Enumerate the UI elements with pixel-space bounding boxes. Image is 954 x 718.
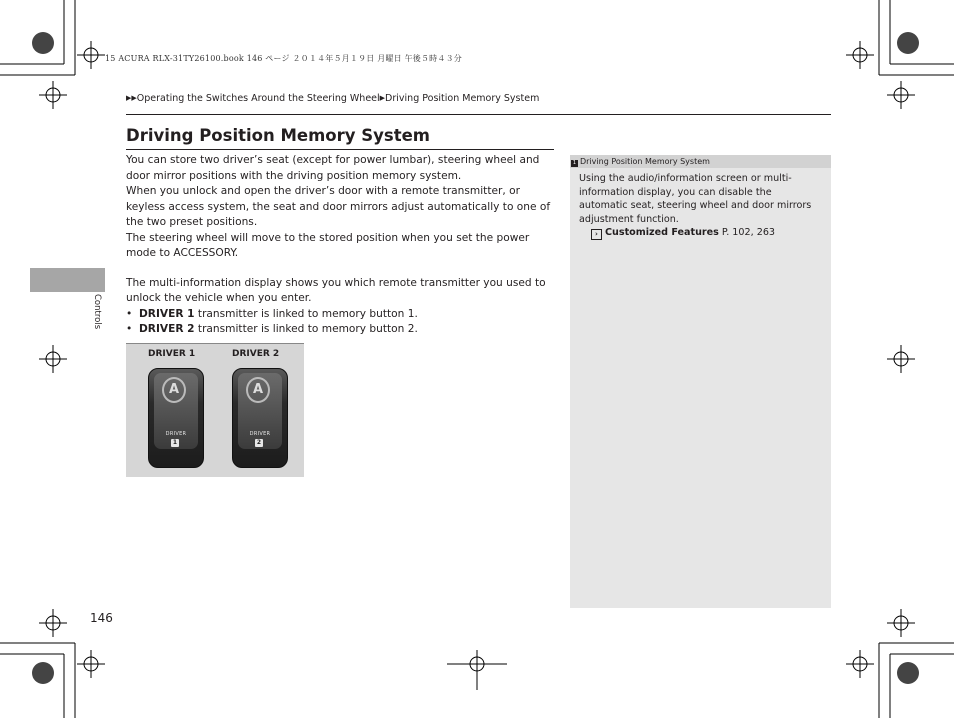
memory-number-badge: 2 — [256, 439, 262, 446]
breadcrumb — [126, 93, 539, 104]
paragraph-1: You can store two driver’s seat (except for power lumbar), steering wheel and door mirror positions with the driving position memory system. — [126, 154, 540, 182]
acura-logo-icon: A — [162, 377, 186, 403]
bullet-icon: • — [126, 307, 133, 320]
reference-pages[interactable]: P. 102, 263 — [718, 227, 776, 238]
section-tab — [30, 268, 105, 292]
bullet-bold: DRIVER 2 — [139, 323, 195, 335]
breadcrumb-current: Driving Position Memory System — [385, 93, 540, 104]
figure-label-driver-1: DRIVER 1 — [148, 349, 196, 359]
bullet-list — [126, 307, 558, 338]
sidenote-panel — [570, 155, 831, 608]
page-title: Driving Position Memory System — [126, 126, 430, 145]
sidenote-body — [579, 172, 819, 240]
list-item — [126, 322, 558, 338]
sidenote-text: Using the audio/information screen or multi-information display, you can disable the automatic seat, steering wheel and door mirrors adjustment function. — [579, 173, 812, 225]
reference-arrow-icon: › — [591, 229, 602, 240]
remote-transmitter-1 — [148, 368, 204, 468]
paragraph-4: The multi-information display shows you which remote transmitter you used to unlock the vehicle when you enter. — [126, 276, 546, 304]
reference-label[interactable]: Customized Features — [605, 227, 719, 238]
bullet-text: transmitter is linked to memory button 1. — [194, 307, 418, 320]
list-item — [126, 307, 558, 323]
acura-logo-icon: A — [246, 377, 270, 403]
paragraph-3: The steering wheel will move to the stored position when you set the power mode to ACCESSORY. — [126, 231, 530, 259]
bullet-text: transmitter is linked to memory button 2. — [194, 323, 418, 335]
figure-label-driver-2: DRIVER 2 — [232, 349, 280, 359]
page-number: 146 — [90, 611, 113, 625]
memory-number-badge: 1 — [172, 439, 178, 446]
remote-transmitter-2 — [232, 368, 288, 468]
paragraph-2: When you unlock and open the driver’s door with a remote transmitter, or keyless access system, the seat and door mirrors adjust automatically to one of the two preset positions. — [126, 185, 551, 228]
print-line: 15 ACURA RLX-31TY26100.book 146 ページ ２０１４年５月１９日 月曜日 午後５時４３分 — [105, 54, 462, 63]
bullet-bold: DRIVER 1 — [139, 307, 195, 320]
cross-reference[interactable] — [579, 226, 819, 240]
header-rule — [126, 114, 831, 115]
transmitter-label: DRIVER — [249, 431, 271, 437]
sidenote-header — [570, 155, 831, 168]
arrow-icon: ▶ — [379, 94, 386, 102]
bullet-icon: • — [126, 323, 133, 335]
note-icon: 1 — [572, 160, 577, 166]
breadcrumb-parent[interactable]: Operating the Switches Around the Steering Wheel — [136, 93, 380, 104]
transmitter-figure — [126, 343, 304, 477]
sidenote-heading: Driving Position Memory System — [580, 157, 710, 166]
section-label: Controls — [92, 294, 102, 330]
transmitter-label: DRIVER — [165, 431, 187, 437]
body-text — [126, 153, 558, 338]
title-rule — [126, 149, 554, 150]
double-arrow-icon: ▶▶ — [126, 94, 137, 102]
